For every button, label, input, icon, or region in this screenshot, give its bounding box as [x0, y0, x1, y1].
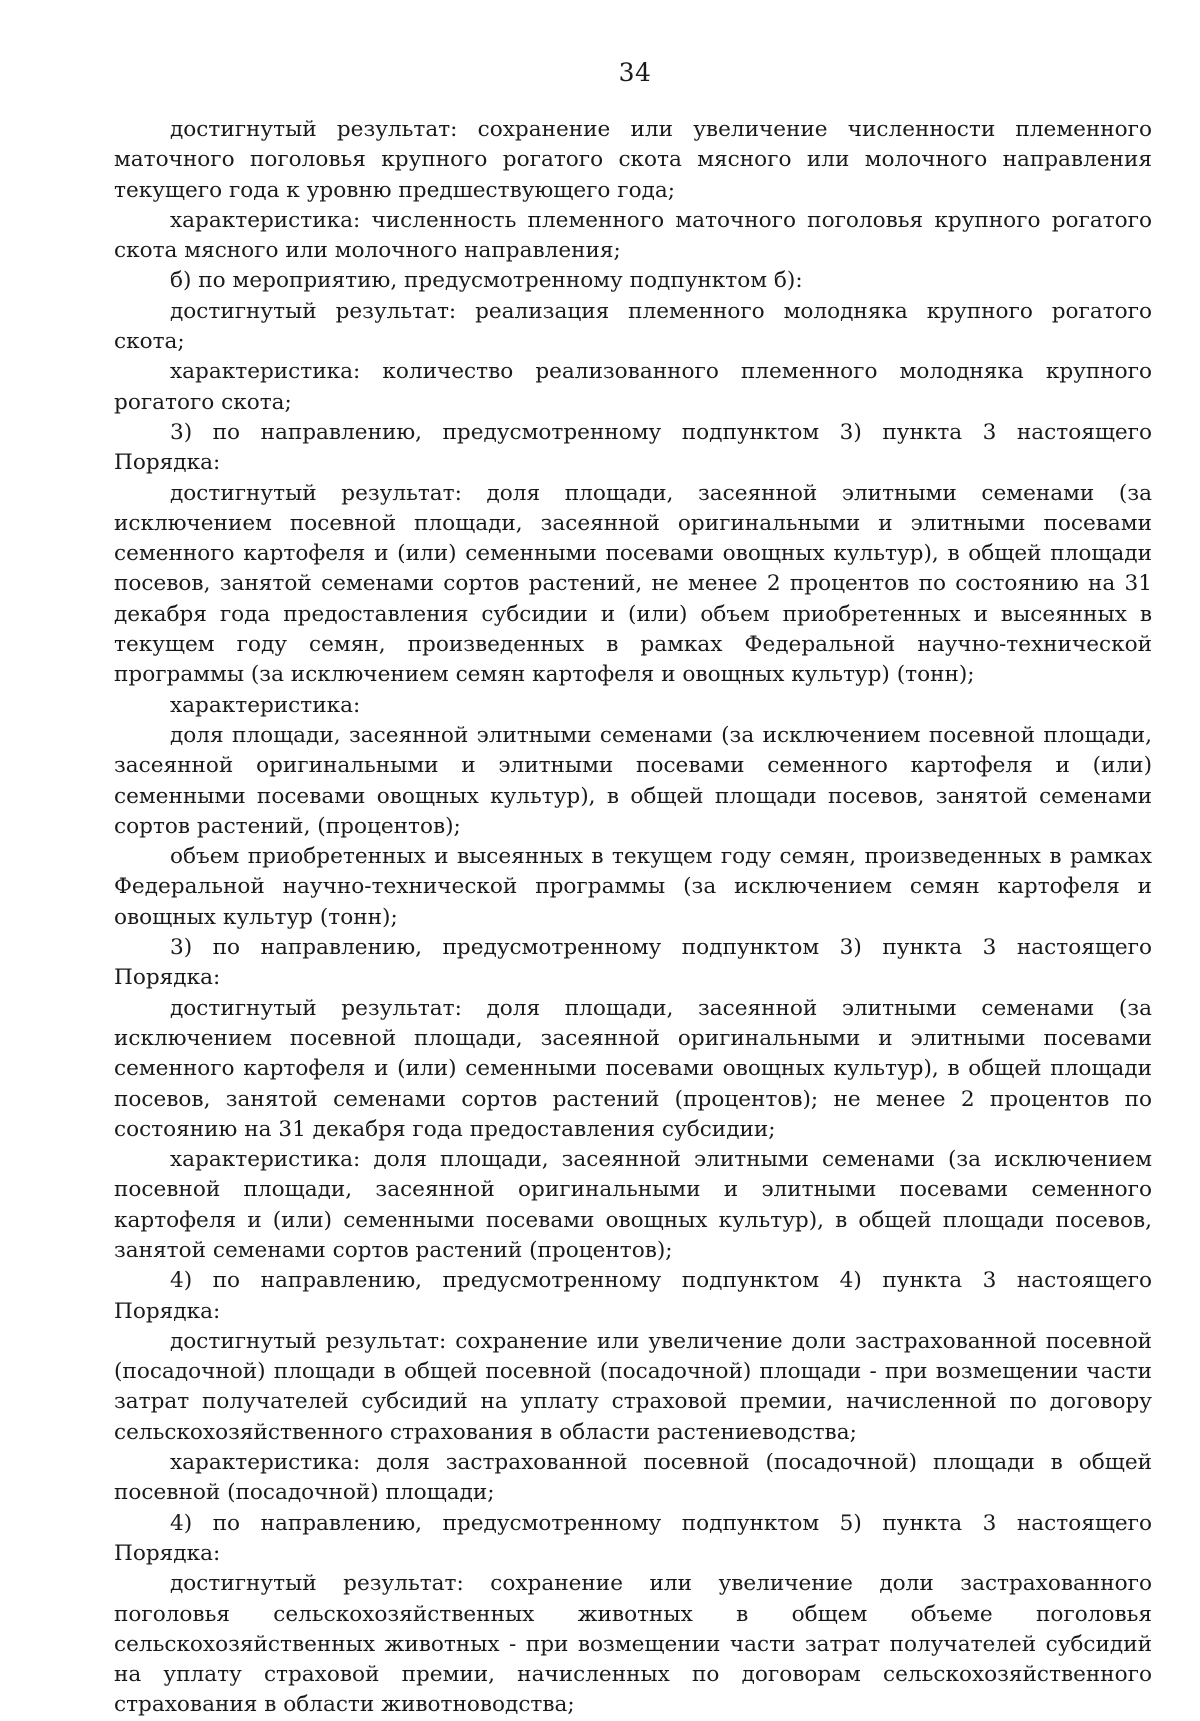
paragraph-5: характеристика: количество реализованного племенного молодняка крупного рогатого скота;: [114, 359, 1152, 415]
paragraph-10: объем приобретенных и высеянных в текущем году семян, произведенных в рамках Федеральной научно-технической программы (за исключением семян картофеля и овощных культур (тонн);: [114, 844, 1152, 930]
paragraph-16: характеристика: доля застрахованной посевной (посадочной) площади в общей посевной (посадочной) площади;: [114, 1450, 1152, 1506]
paragraph-9: доля площади, засеянной элитными семенами (за исключением посевной площади, засеянной оригинальными и элитными посевами семенного картофеля и (или) семенными посевами овощных культур), в общей площади посевов, занятой семенами сортов растений, (процентов);: [114, 722, 1152, 839]
paragraph-3: б) по мероприятию, предусмотренному подпунктом б):: [170, 268, 803, 294]
paragraph-11: 3) по направлению, предусмотренному подпунктом 3) пункта 3 настоящего Порядка:: [114, 935, 1152, 991]
paragraph-13: характеристика: доля площади, засеянной элитными семенами (за исключением посевной площади, засеянной оригинальными и элитными посевами семенного картофеля и (или) семенными посевами овощных культур), в общей площади посевов, занятой семенами сортов растений (процентов);: [114, 1147, 1152, 1263]
paragraph-6: 3) по направлению, предусмотренному подпунктом 3) пункта 3 настоящего Порядка:: [114, 419, 1152, 476]
paragraph-18: достигнутый результат: сохранение или увеличение доли застрахованного поголовья сельскохозяйственных животных в общем объеме поголовья сельскохозяйственных животных - при возмещении части затрат получателей субсидий на уплату страховой премии, начисленных по договорам сельскохозяйственного страхования в области животноводства;: [114, 1571, 1152, 1718]
paragraph-15: достигнутый результат: сохранение или увеличение доли застрахованной посевной (посадочной) площади в общей посевной (посадочной) площади - при возмещении части затрат получателей субсидий на уплату страховой премии, начисленной по договору сельскохозяйственного страхования в области растениеводства;: [114, 1328, 1152, 1445]
paragraph-1: достигнутый результат: сохранение или увеличение численности племенного маточного поголовья крупного рогатого скота мясного или молочного направления текущего года к уровню предшествующего года;: [114, 117, 1152, 203]
paragraph-8: характеристика:: [170, 692, 361, 718]
paragraph-2: характеристика: численность племенного маточного поголовья крупного рогатого скота мясного или молочного направления;: [114, 207, 1152, 264]
paragraph-14: 4) по направлению, предусмотренному подпунктом 4) пункта 3 настоящего Порядка:: [114, 1268, 1152, 1324]
document-body: [114, 115, 1152, 1721]
paragraph-12: достигнутый результат: доля площади, засеянной элитными семенами (за исключением посевной площади, засеянной оригинальными и элитными посевами семенного картофеля и (или) семенными посевами овощных культур), в общей площади посевов, занятой семенами сортов растений (процентов); не менее 2 процентов по состоянию на 31 декабря года предоставления субсидии;: [114, 995, 1152, 1142]
paragraph-7: достигнутый результат: доля площади, засеянной элитными семенами (за исключением посевной площади, засеянной оригинальными и элитными посевами семенного картофеля и (или) семенными посевами овощных культур), в общей площади посевов, занятой семенами сортов растений, не менее 2 процентов по состоянию на 31 декабря года предоставления субсидии и (или) объем приобретенных и высеянных в текущем году семян, произведенных в рамках Федеральной научно-технической программы (за исключением семян картофеля и овощных культур) (тонн);: [114, 480, 1152, 688]
paragraph-17: 4) по направлению, предусмотренному подпунктом 5) пункта 3 настоящего Порядка:: [114, 1510, 1152, 1566]
paragraph-4: достигнутый результат: реализация племенного молодняка крупного рогатого скота;: [114, 298, 1152, 355]
page-number: 34: [618, 58, 652, 87]
